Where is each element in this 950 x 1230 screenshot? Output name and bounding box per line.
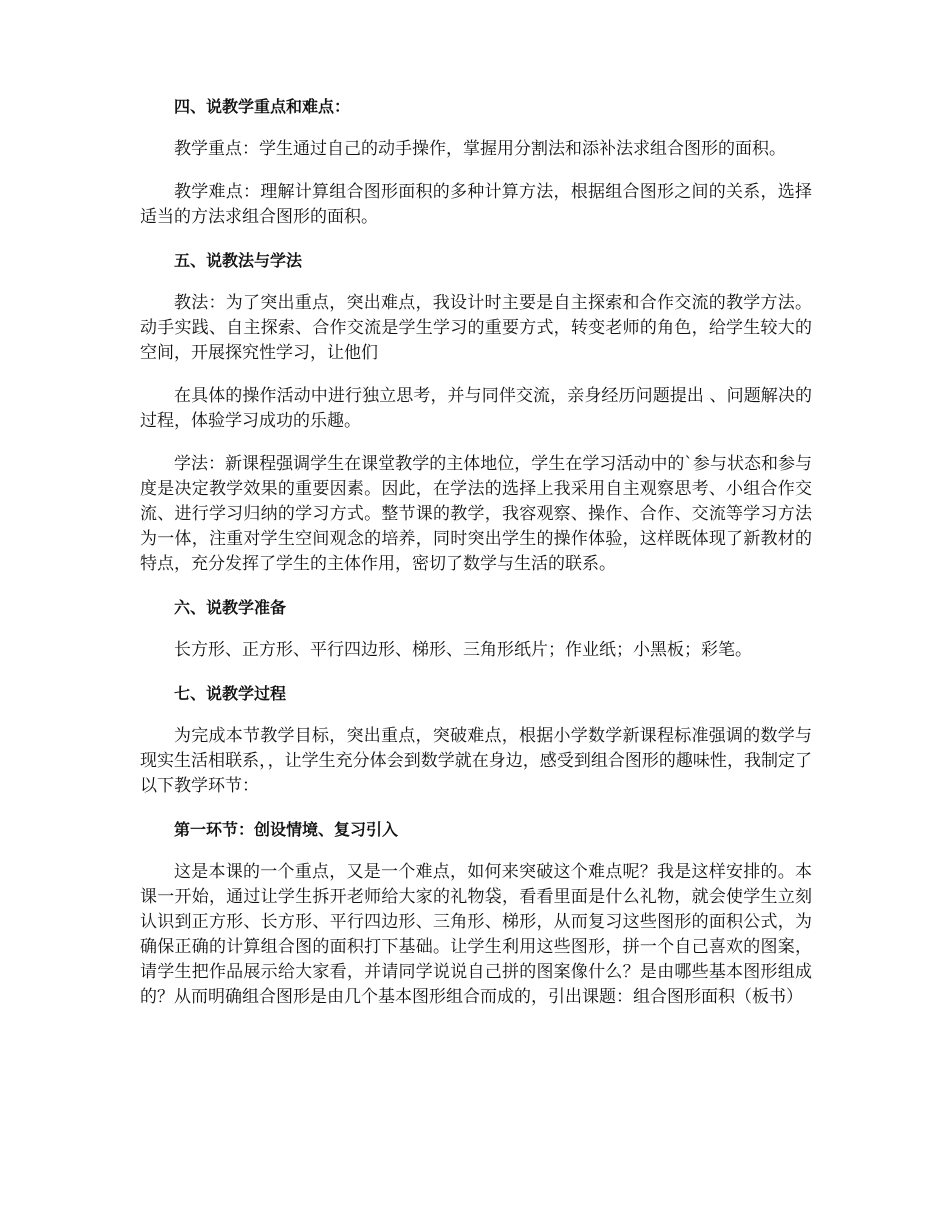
document-body [140, 94, 812, 1028]
paragraph-process-intro: 为完成本节教学目标，突出重点，突破难点，根据小学数学新课程标准强调的数学与现实生活相联系，，让学生充分体会到数学就在身边，感受到组合图形的趣味性，我制定了以下教学环节： [140, 726, 812, 796]
section-heading-preparation: 六、说教学准备 [174, 598, 287, 617]
section-heading-step-one: 第一环节：创设情境、复习引入 [174, 820, 399, 839]
paragraph-preparation: 长方形、正方形、平行四边形、梯形、三角形纸片；作业纸；小黑板；彩笔。 [174, 640, 752, 660]
paragraph-key-point: 教学重点：学生通过自己的动手操作，掌握用分割法和添补法求组合图形的面积。 [174, 139, 786, 159]
paragraph-learning-method: 学法：新课程强调学生在课堂教学的主体地位，学生在学习活动中的`参与状态和参与度是决定教学效果的重要因素。因此，在学法的选择上我采用自主观察思考、小组合作交流、进行学习归纳的学习方式。整节课的教学，我容观察、操作、合作、交流等学习方法为一体，注重对学生空间观念的培养，同时突出学生的操作体验，这样既体现了新教材的特点，充分发挥了学生的主体作用，密切了数学与生活的联系。 [140, 454, 812, 574]
section-heading-key-points: 四、说教学重点和难点： [174, 97, 351, 116]
section-heading-process: 七、说教学过程 [174, 684, 287, 703]
paragraph-teaching-method-continued: 在具体的操作活动中进行独立思考，并与同伴交流，亲身经历问题提出 、问题解决的过程，体验学习成功的乐趣。 [140, 386, 812, 431]
section-heading-methods: 五、说教法与学法 [174, 251, 303, 270]
paragraph-difficult-point: 教学难点：理解计算组合图形面积的多种计算方法，根据组合图形之间的关系，选择适当的方法求组合图形的面积。 [140, 182, 812, 227]
paragraph-teaching-method: 教法：为了突出重点，突出难点，我设计时主要是自主探索和合作交流的教学方法。动手实践、自主探索、合作交流是学生学习的重要方式，转变老师的角色，给学生较大的空间，开展探究性学习，让他们 [140, 293, 812, 363]
paragraph-step-one: 这是本课的一个重点，又是一个难点，如何来突破这个难点呢？我是这样安排的。本课一开始，通过让学生拆开老师给大家的礼物袋，看看里面是什么礼物，就会使学生立刻认识到正方形、长方形、平行四边形、三角形、梯形，从而复习这些图形的面积公式，为确保正确的计算组合图的面积打下基础。让学生利用这些图形，拼一个自己喜欢的图案，请学生把作品展示给大家看，并请同学说说自己拼的图案像什么？是由哪些基本图形组成的？从而明确组合图形是由几个基本图形组合而成的，引出课题：组合图形面积（板书） [140, 862, 812, 1007]
